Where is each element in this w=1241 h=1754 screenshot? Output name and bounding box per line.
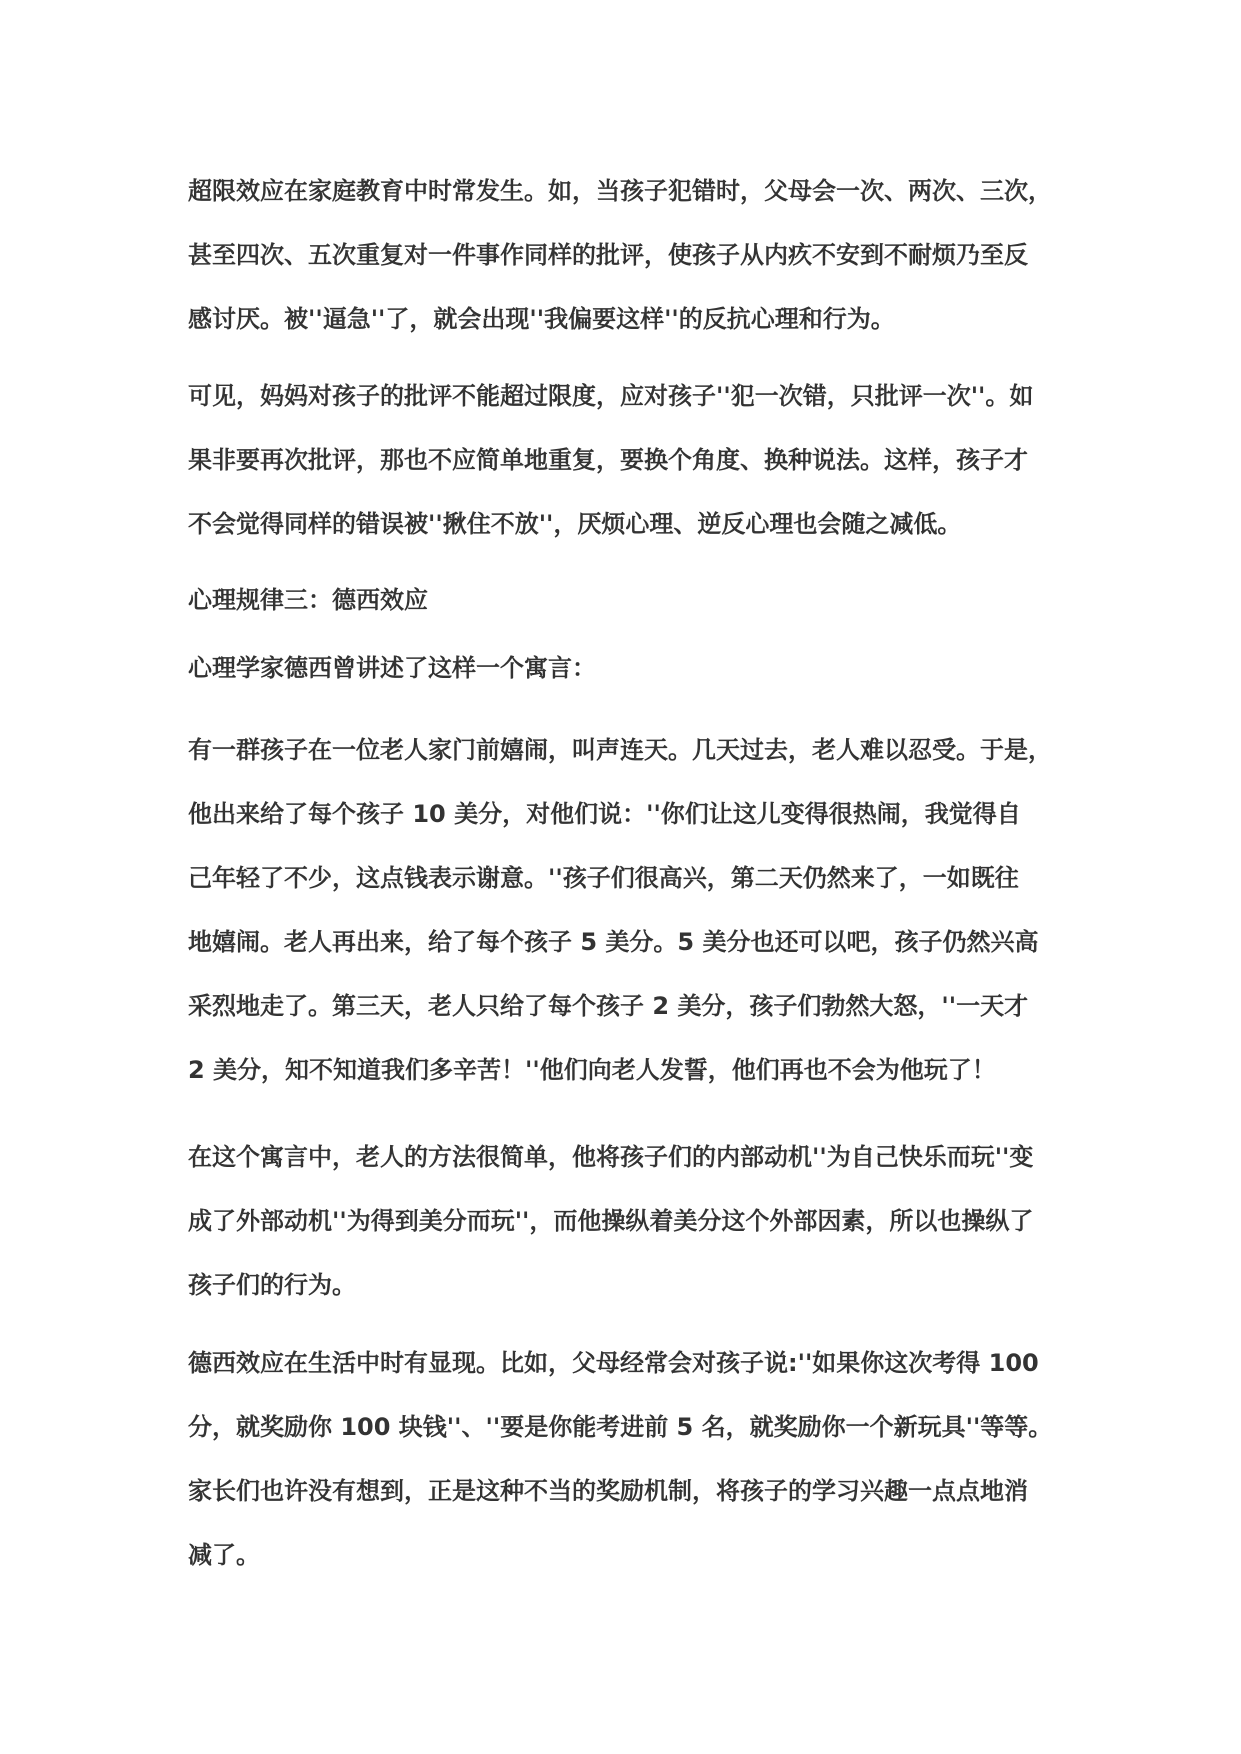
paragraph-fable-analysis — [188, 1125, 1068, 1317]
text-line: 成了外部动机''为得到美分而玩''，而他操纵着美分这个外部因素，所以也操纵了 — [188, 1207, 1034, 1235]
paragraph-overrun-effect — [188, 159, 1068, 351]
text-line: 家长们也许没有想到，正是这种不当的奖励机制，将孩子的学习兴趣一点点地消 — [188, 1477, 1028, 1505]
text-line: 可见，妈妈对孩子的批评不能超过限度，应对孩子''犯一次错，只批评一次''。如 — [188, 382, 1034, 410]
text-line: 不会觉得同样的错误被''揪住不放''，厌烦心理、逆反心理也会随之减低。 — [188, 510, 962, 538]
text-line: 地嬉闹。老人再出来，给了每个孩子 5 美分。5 美分也还可以吧，孩子仍然兴高 — [188, 928, 1039, 956]
paragraph-fable-intro: 心理学家德西曾讲述了这样一个寓言： — [188, 654, 596, 682]
text-line: 有一群孩子在一位老人家门前嬉闹，叫声连天。几天过去，老人难以忍受。于是， — [188, 736, 1052, 764]
text-line: 己年轻了不少，这点钱表示谢意。''孩子们很高兴，第二天仍然来了，一如既往 — [188, 864, 1019, 892]
text-line: 甚至四次、五次重复对一件事作同样的批评，使孩子从内疚不安到不耐烦乃至反 — [188, 241, 1028, 269]
text-line: 分，就奖励你 100 块钱''、''要是你能考进前 5 名，就奖励你一个新玩具''等等。 — [188, 1413, 1053, 1441]
text-line: 他出来给了每个孩子 10 美分，对他们说：''你们让这儿变得很热闹，我觉得自 — [188, 800, 1021, 828]
section-heading: 心理规律三：德西效应 — [188, 586, 428, 614]
text-line: 采烈地走了。第三天，老人只给了每个孩子 2 美分，孩子们勃然大怒，''一天才 — [188, 992, 1029, 1020]
text-line: 在这个寓言中，老人的方法很简单，他将孩子们的内部动机''为自己快乐而玩''变 — [188, 1143, 1034, 1171]
paragraph-criticism-limit — [188, 364, 1068, 556]
text-line: 超限效应在家庭教育中时常发生。如，当孩子犯错时，父母会一次、两次、三次， — [188, 177, 1052, 205]
paragraph-fable — [188, 718, 1068, 1102]
text-line: 2 美分，知不知道我们多辛苦！''他们向老人发誓，他们再也不会为他玩了！ — [188, 1056, 996, 1084]
text-line: 减了。 — [188, 1541, 260, 1569]
text-line: 德西效应在生活中时有显现。比如，父母经常会对孩子说:''如果你这次考得 100 — [188, 1349, 1039, 1377]
text-line: 果非要再次批评，那也不应简单地重复，要换个角度、换种说法。这样，孩子才 — [188, 446, 1028, 474]
text-line: 感讨厌。被''逼急''了，就会出现''我偏要这样''的反抗心理和行为。 — [188, 305, 895, 333]
paragraph-deci-effect — [188, 1331, 1068, 1587]
text-line: 孩子们的行为。 — [188, 1271, 356, 1299]
